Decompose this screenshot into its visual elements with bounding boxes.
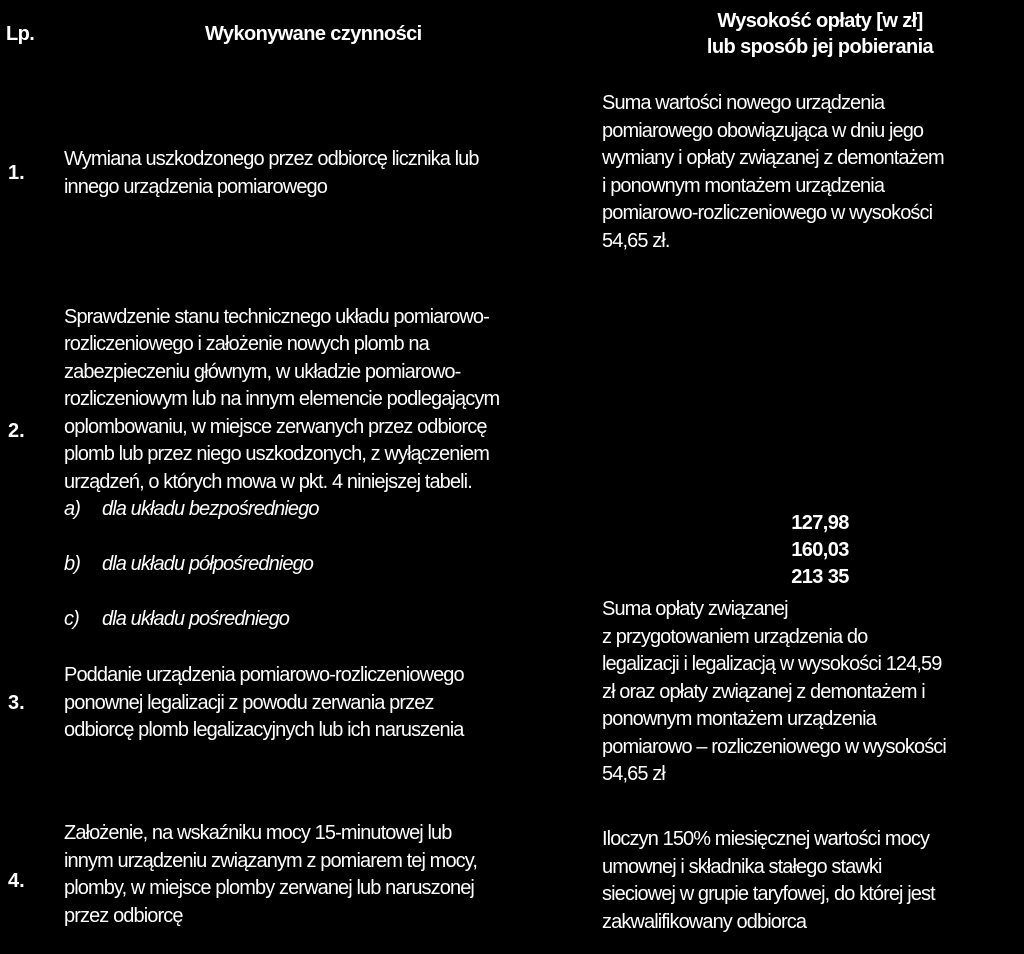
row-2-value-a: 127,98	[791, 512, 849, 534]
row-2-subitem-c-text: dla układu pośredniego	[102, 608, 290, 630]
row-4-number: 4.	[8, 870, 25, 892]
header-lp: Lp.	[6, 23, 35, 45]
row-3-description: Poddanie urządzenia pomiarowo-rozliczeniowego ponownej legalizacji z powodu zerwania przez odbiorcę plomb legalizacyjnych lub ich naruszenia	[64, 664, 464, 741]
row-2-value-c: 213 35	[791, 566, 849, 588]
row-1-description: Wymiana uszkodzonego przez odbiorcę licznika lub innego urządzenia pomiarowego	[64, 148, 479, 198]
row-2-subitem-a-text: dla układu bezpośredniego	[102, 498, 319, 520]
row-2-subitem-b	[64, 551, 604, 579]
row-2-description	[64, 276, 604, 661]
header-fee-line2: lub sposób jej pobierania	[706, 36, 934, 58]
row-1-fee: Suma wartości nowego urządzenia pomiarowego obowiązująca w dniu jego wymiany i opłaty związanej z demontażem i ponownym montażem urządzenia pomiarowo-rozliczeniowego w wysokości 54,65 zł.	[602, 92, 944, 252]
row-2-subitem-c-label: c)	[64, 608, 79, 630]
row-1-number: 1.	[8, 162, 25, 184]
row-2-subitem-b-label: b)	[64, 553, 80, 575]
row-2-subitem-b-text: dla układu półpośredniego	[102, 553, 314, 575]
row-3-fee: Suma opłaty związanej z przygotowaniem urządzenia do legalizacji i legalizacją w wysokości 124,59 zł oraz opłaty związanej z demontażem i ponownym montażem urządzenia pomiarowo – rozliczeniowego w wysokości 54,65 zł	[602, 598, 946, 785]
row-2-number: 2.	[8, 420, 25, 442]
header-fee-line1: Wysokość opłaty [w zł]	[717, 10, 923, 32]
row-2-values	[760, 510, 880, 591]
row-2-subitem-a	[64, 496, 604, 524]
row-2-description-text: Sprawdzenie stanu technicznego układu pomiarowo- rozliczeniowego i założenie nowych plomb na zabezpieczeniu głównym, w układzie pomiarowo- rozliczeniowym lub na innym elemencie podlegającym oplombowaniu, w miejsce zerwanych przez odbiorcę plomb lub przez niego uszkodzonych, z wyłączeniem urządzeń, o których mowa w pkt. 4 niniejszej tabeli.	[64, 305, 500, 493]
row-4-description: Założenie, na wskaźniku mocy 15-minutowej lub innym urządzeniu związanym z pomiarem tej mocy, plomby, w miejsce plomby zerwanej lub naruszonej przez odbiorcę	[64, 822, 478, 927]
row-2-subitem-c	[64, 606, 604, 634]
header-activity: Wykonywane czynności	[205, 23, 422, 45]
header-fee	[660, 8, 980, 60]
row-3-number: 3.	[8, 692, 25, 714]
row-4-fee: Iloczyn 150% miesięcznej wartości mocy umownej i składnika stałego stawki sieciowej w grupie taryfowej, do której jest zakwalifikowany odbiorca	[602, 828, 935, 933]
row-2-subitem-a-label: a)	[64, 498, 80, 520]
row-2-value-b: 160,03	[791, 539, 849, 561]
